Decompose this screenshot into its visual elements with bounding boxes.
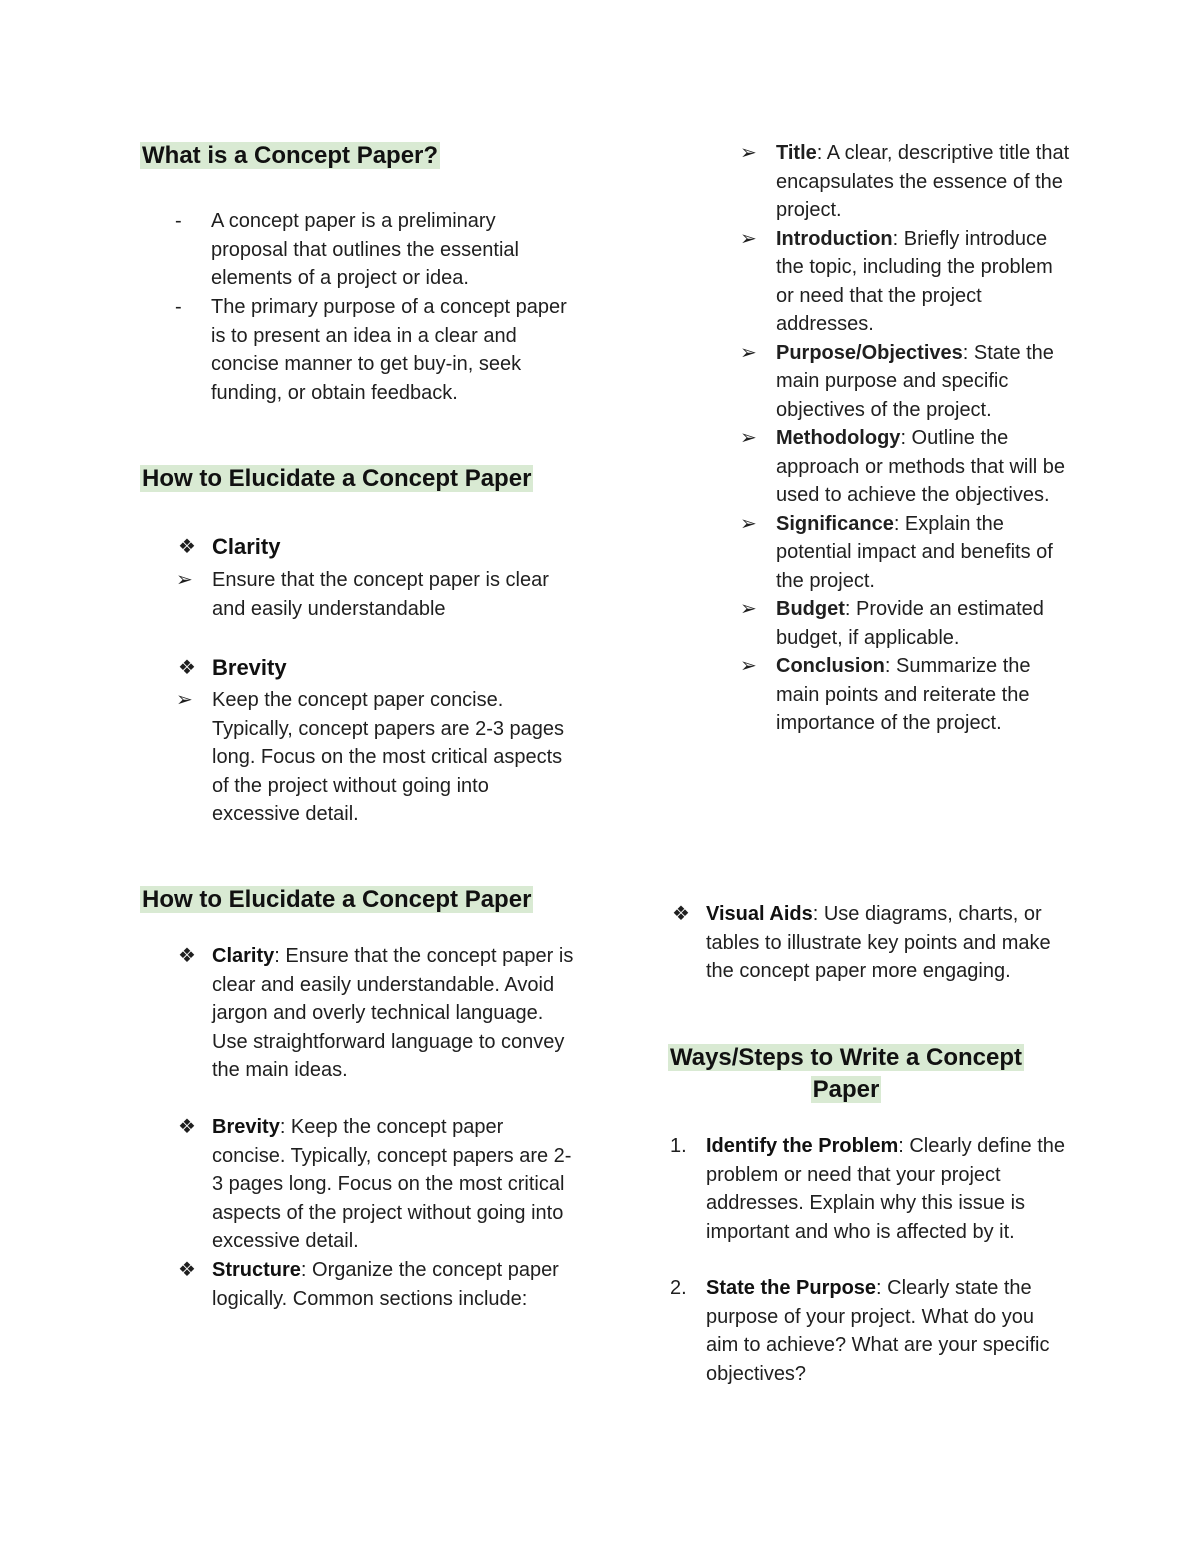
list-item: ❖ Brevity: Keep the concept paper concise. Typically, concept papers are 2-3 pages long. Focus on the most critical aspects of the project without going into excessive detail.	[178, 1113, 578, 1256]
step-number: 1.	[670, 1135, 687, 1157]
arrow-icon: ➢	[740, 227, 757, 250]
arrow-icon: ➢	[740, 142, 757, 164]
diamond-icon: ❖	[178, 657, 196, 679]
arrow-icon: ➢	[740, 512, 757, 535]
step-number: 2.	[670, 1277, 687, 1299]
dash-marker: -	[175, 210, 182, 232]
list-item: ➢ Title: A clear, descriptive title that encapsulates the essence of the project.	[740, 139, 1070, 225]
section-title-elucidate-1: How to Elucidate a Concept Paper	[142, 465, 532, 492]
list-item: ❖ Clarity: Ensure that the concept paper is clear and easily understandable. Avoid jargon and overly technical language. Use straightforward language to convey the main ideas.	[178, 942, 578, 1085]
section-title-ways-steps: Ways/Steps to Write a Concept Paper	[669, 1044, 1023, 1103]
list-item: ➢ Conclusion: Summarize the main points and reiterate the importance of the project.	[740, 652, 1070, 738]
list-item: ❖ Structure: Organize the concept paper logically. Common sections include:	[178, 1256, 578, 1313]
list-item: ❖ Brevity	[178, 654, 578, 683]
diamond-icon: ❖	[178, 1259, 196, 1281]
dash-marker: -	[175, 296, 182, 318]
arrow-icon: ➢	[176, 689, 193, 711]
list-item: - A concept paper is a preliminary proposal that outlines the essential elements of a project or idea.	[175, 207, 575, 293]
arrow-icon: ➢	[740, 655, 757, 677]
diamond-icon: ❖	[178, 1116, 196, 1138]
list-item: ➢ Purpose/Objectives: State the main purpose and specific objectives of the project.	[740, 339, 1070, 425]
diamond-icon: ❖	[672, 903, 690, 925]
diamond-icon: ❖	[178, 536, 196, 558]
arrow-icon: ➢	[740, 598, 757, 620]
list-item: 1. Identify the Problem: Clearly define the problem or need that your project addresses. Explain why this issue is important and who is affected by it.	[670, 1132, 1070, 1246]
structure-sections-list	[740, 139, 1070, 738]
list-item: ❖ Clarity	[178, 533, 578, 562]
arrow-icon: ➢	[176, 569, 193, 591]
arrow-icon: ➢	[740, 341, 757, 364]
section-title-what-is: What is a Concept Paper?	[142, 142, 439, 169]
list-item: ➢ Keep the concept paper concise. Typically, concept papers are 2-3 pages long. Focus on the most critical aspects of the project without going into excessive detail.	[176, 686, 576, 829]
arrow-icon: ➢	[740, 427, 757, 449]
list-item: ➢ Methodology: Outline the approach or methods that will be used to achieve the objectives.	[740, 424, 1070, 510]
list-item: ➢ Introduction: Briefly introduce the topic, including the problem or need that the project addresses.	[740, 225, 1070, 339]
list-item: - The primary purpose of a concept paper is to present an idea in a clear and concise manner to get buy-in, seek funding, or obtain feedback.	[175, 293, 575, 407]
list-item: ❖ Visual Aids: Use diagrams, charts, or tables to illustrate key points and make the concept paper more engaging.	[672, 900, 1072, 986]
list-item: 2. State the Purpose: Clearly state the purpose of your project. What do you aim to achieve? What are your specific objectives?	[670, 1274, 1070, 1388]
list-item: ➢ Budget: Provide an estimated budget, if applicable.	[740, 595, 1070, 652]
list-item: ➢ Ensure that the concept paper is clear and easily understandable	[176, 566, 576, 623]
section-title-elucidate-2: How to Elucidate a Concept Paper	[142, 886, 532, 913]
list-item: ➢ Significance: Explain the potential impact and benefits of the project.	[740, 510, 1070, 596]
diamond-icon: ❖	[178, 945, 196, 967]
